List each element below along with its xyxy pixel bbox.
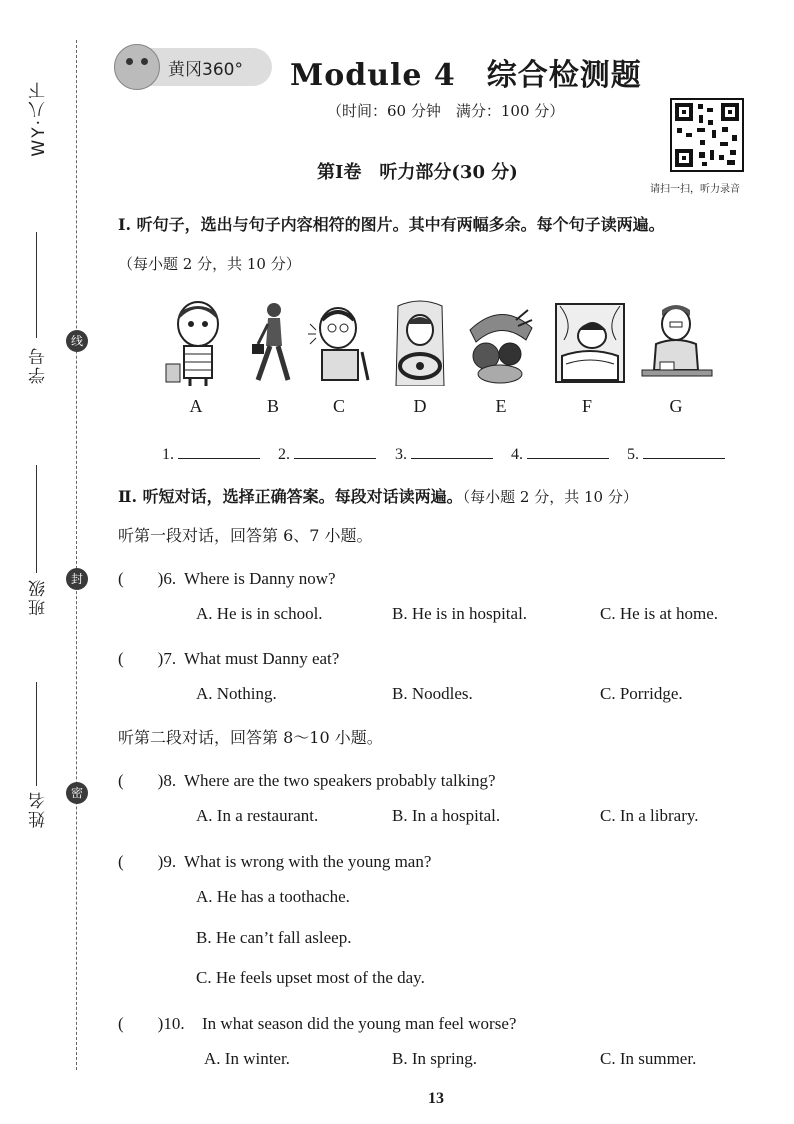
picture-a-girl-thinking bbox=[160, 300, 232, 386]
edition-label: WY·八下 bbox=[29, 80, 49, 157]
answer-blank-3[interactable] bbox=[395, 444, 493, 464]
seal-secret-icon: 密 bbox=[66, 782, 88, 804]
question-text: In what season did the young man feel worse? bbox=[202, 1014, 517, 1033]
part1-score: （每小题 2 分，共 10 分） bbox=[118, 255, 301, 273]
exam-info: （时间：60 分钟 满分：100 分） bbox=[327, 102, 565, 120]
answer-paren[interactable]: ( )7. bbox=[118, 649, 177, 668]
option-6c[interactable]: C. He is at home. bbox=[600, 604, 719, 623]
option-8a[interactable]: A. In a restaurant. bbox=[196, 806, 319, 825]
part2-instruction-line bbox=[118, 484, 638, 507]
picture-label-e: E bbox=[495, 396, 507, 416]
part1-instruction: Ⅰ. 听句子，选出与句子内容相符的图片。其中有两幅多余。每个句子读两遍。 bbox=[118, 215, 665, 234]
option-7b[interactable]: B. Noodles. bbox=[392, 684, 473, 703]
blank-number: 4. bbox=[511, 446, 523, 463]
dialog-1-intro: 听第一段对话，回答第 6、7 小题。 bbox=[118, 526, 373, 545]
picture-label-a: A bbox=[189, 396, 203, 416]
picture-label-d: D bbox=[413, 396, 427, 416]
question-text: What must Danny eat? bbox=[184, 649, 340, 668]
picture-label-b: B bbox=[266, 396, 279, 416]
question-text: Where is Danny now? bbox=[184, 569, 336, 588]
option-9c[interactable]: C. He feels upset most of the day. bbox=[196, 968, 425, 987]
option-9a[interactable]: A. He has a toothache. bbox=[196, 887, 350, 906]
option-7c[interactable]: C. Porridge. bbox=[600, 684, 683, 703]
brand-badge bbox=[118, 48, 272, 86]
blank-number: 3. bbox=[395, 446, 407, 463]
picture-label-c: C bbox=[332, 396, 345, 416]
picture-e-fruits-food bbox=[466, 300, 536, 386]
option-10b[interactable]: B. In spring. bbox=[392, 1049, 477, 1068]
question-text: What is wrong with the young man? bbox=[184, 852, 432, 871]
question-9 bbox=[118, 847, 431, 872]
picture-label-g: G bbox=[669, 396, 683, 416]
picture-c-sneezing-man bbox=[308, 300, 372, 386]
answer-blank-5[interactable] bbox=[627, 444, 725, 464]
option-7a[interactable]: A. Nothing. bbox=[196, 684, 277, 703]
seal-line-icon: 线 bbox=[66, 330, 88, 352]
qr-caption: 请扫一扫，听力录音 bbox=[650, 184, 740, 195]
blank-number: 2. bbox=[278, 446, 290, 463]
answer-blank-4[interactable] bbox=[511, 444, 609, 464]
dialog-2-intro: 听第二段对话，回答第 8～10 小题。 bbox=[118, 728, 383, 747]
option-6b[interactable]: B. He is in hospital. bbox=[392, 604, 528, 623]
answer-blank-2[interactable] bbox=[278, 444, 376, 464]
name-field[interactable] bbox=[36, 682, 37, 786]
question-7 bbox=[118, 644, 339, 669]
answer-paren[interactable]: ( )10. bbox=[118, 1014, 185, 1033]
question-6 bbox=[118, 564, 336, 589]
option-10a[interactable]: A. In winter. bbox=[204, 1049, 290, 1068]
part2-score: （每小题 2 分，共 10 分） bbox=[462, 488, 638, 506]
class-label: 班级 bbox=[29, 578, 49, 616]
seal-seal-icon: 封 bbox=[66, 568, 88, 590]
name-label: 姓名 bbox=[29, 790, 49, 828]
answer-paren[interactable]: ( )8. bbox=[118, 771, 177, 790]
picture-d-driver bbox=[392, 300, 448, 386]
question-text: Where are the two speakers probably talking? bbox=[184, 771, 496, 790]
question-10 bbox=[118, 1009, 516, 1034]
blank-number: 5. bbox=[627, 446, 639, 463]
answer-blank-1[interactable] bbox=[162, 444, 260, 464]
student-id-field[interactable] bbox=[36, 232, 37, 338]
picture-b-man-walking bbox=[248, 300, 298, 386]
cut-line bbox=[76, 40, 77, 1070]
class-field[interactable] bbox=[36, 465, 37, 573]
part2-instruction: Ⅱ. 听短对话，选择正确答案。每段对话读两遍。 bbox=[118, 487, 463, 506]
picture-f-person-in-bed bbox=[554, 300, 626, 386]
page-title: Module 4 综合检测题 bbox=[290, 58, 642, 93]
answer-paren[interactable]: ( )9. bbox=[118, 852, 177, 871]
mascot-icon bbox=[114, 44, 160, 90]
blank-number: 1. bbox=[162, 446, 174, 463]
question-8 bbox=[118, 766, 496, 791]
brand-label: 黄冈360° bbox=[168, 59, 243, 80]
option-10c[interactable]: C. In summer. bbox=[600, 1049, 697, 1068]
option-6a[interactable]: A. He is in school. bbox=[196, 604, 323, 623]
answer-paren[interactable]: ( )6. bbox=[118, 569, 177, 588]
option-8b[interactable]: B. In a hospital. bbox=[392, 806, 501, 825]
option-8c[interactable]: C. In a library. bbox=[600, 806, 699, 825]
qr-code-icon[interactable] bbox=[670, 98, 744, 172]
picture-g-man-at-desk bbox=[640, 300, 714, 386]
option-9b[interactable]: B. He can’t fall asleep. bbox=[196, 928, 352, 947]
picture-label-f: F bbox=[581, 396, 592, 416]
student-id-label: 学号 bbox=[29, 346, 49, 384]
section-heading: 第Ⅰ卷 听力部分(30 分) bbox=[317, 162, 518, 183]
page-number: 13 bbox=[428, 1090, 444, 1107]
